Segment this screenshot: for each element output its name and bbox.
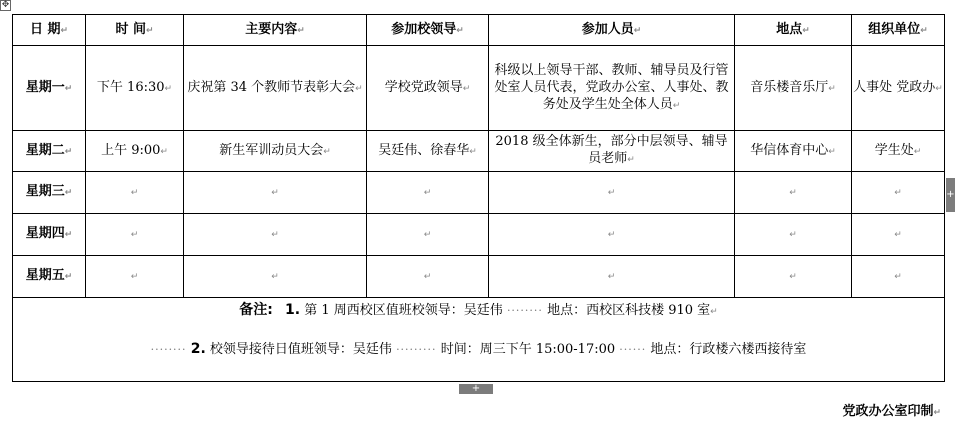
header-location: 地点↵	[735, 15, 852, 46]
organizer-cell: 学生处↵	[852, 131, 945, 172]
header-organizer: 组织单位↵	[852, 15, 945, 46]
notes-cell	[13, 298, 945, 382]
leaders-cell: 学校党政领导↵	[367, 46, 489, 131]
weekly-schedule-table	[12, 14, 945, 382]
location-cell: ↵	[735, 214, 852, 256]
location-cell: ↵	[735, 172, 852, 214]
time-cell: 上午 9:00↵	[86, 131, 184, 172]
day-cell: 星期二↵	[13, 131, 86, 172]
note-number-2: 2.	[190, 340, 206, 357]
table-row	[13, 172, 945, 214]
table-row	[13, 46, 945, 131]
note-reception-leader: 校领导接待日值班领导：吴廷伟	[209, 341, 392, 357]
header-time: 时 间↵	[86, 15, 184, 46]
participants-cell: 2018 级全体新生，部分中层领导、辅导员老师↵	[489, 131, 735, 172]
notes-row	[13, 298, 945, 382]
add-row-handle-icon[interactable]: +	[459, 384, 493, 394]
header-content: 主要内容↵	[184, 15, 367, 46]
organizer-cell: 人事处 党政办↵	[852, 46, 945, 131]
content-cell: 庆祝第 34 个教师节表彰大会↵	[184, 46, 367, 131]
table-row	[13, 131, 945, 172]
header-participants: 参加人员↵	[489, 15, 735, 46]
location-cell: 音乐楼音乐厅↵	[735, 46, 852, 131]
note-reception-time: 时间：周三下午 15:00-17:00	[440, 341, 616, 357]
time-cell: ↵	[86, 172, 184, 214]
table-row	[13, 256, 945, 298]
note-duty-location: 地点：西校区科技楼 910 室	[547, 302, 711, 318]
add-column-handle-icon[interactable]: +	[946, 178, 955, 212]
organizer-cell: ↵	[852, 172, 945, 214]
leaders-cell: ↵	[367, 214, 489, 256]
location-cell: ↵	[735, 256, 852, 298]
table-move-handle-icon[interactable]: ✥	[1, 0, 10, 10]
organizer-cell: ↵	[852, 214, 945, 256]
header-leaders: 参加校领导↵	[367, 15, 489, 46]
content-cell: ↵	[184, 172, 367, 214]
day-cell: 星期五↵	[13, 256, 86, 298]
organizer-cell: ↵	[852, 256, 945, 298]
leaders-cell: ↵	[367, 256, 489, 298]
table-row	[13, 214, 945, 256]
notes-label: 备注:	[239, 301, 273, 318]
content-cell: 新生军训动员大会↵	[184, 131, 367, 172]
day-cell: 星期四↵	[13, 214, 86, 256]
leaders-cell: 吴廷伟、徐春华↵	[367, 131, 489, 172]
note-item-2: ········ 2. 校领导接待日值班领导：吴廷伟 ········· 时间：周三下午 15:00-17:00 ······ 地点：行政楼六楼西接待室	[150, 340, 807, 357]
note-number-1: 1.	[285, 301, 301, 318]
leaders-cell: ↵	[367, 172, 489, 214]
time-cell: 下午 16:30↵	[86, 46, 184, 131]
note-item-1: 备注: 1. 第 1 周西校区值班校领导：吴廷伟 ········ 地点：西校区科技楼 910 室↵	[239, 301, 718, 318]
note-reception-location: 地点：行政楼六楼西接待室	[650, 341, 807, 357]
time-cell: ↵	[86, 214, 184, 256]
header-date: 日 期↵	[13, 15, 86, 46]
participants-cell: ↵	[489, 256, 735, 298]
day-cell: 星期一↵	[13, 46, 86, 131]
participants-cell: ↵	[489, 172, 735, 214]
participants-cell: 科级以上领导干部、教师、辅导员及行管处室人员代表，党政办公室、人事处、教务处及学生处全体人员↵	[489, 46, 735, 131]
content-cell: ↵	[184, 256, 367, 298]
footer-issuer: 党政办公室印制↵	[842, 404, 941, 419]
participants-cell: ↵	[489, 214, 735, 256]
table-header-row	[13, 15, 945, 46]
day-cell: 星期三↵	[13, 172, 86, 214]
location-cell: 华信体育中心↵	[735, 131, 852, 172]
note-duty-leader: 第 1 周西校区值班校领导：吴廷伟	[304, 302, 503, 318]
time-cell: ↵	[86, 256, 184, 298]
content-cell: ↵	[184, 214, 367, 256]
